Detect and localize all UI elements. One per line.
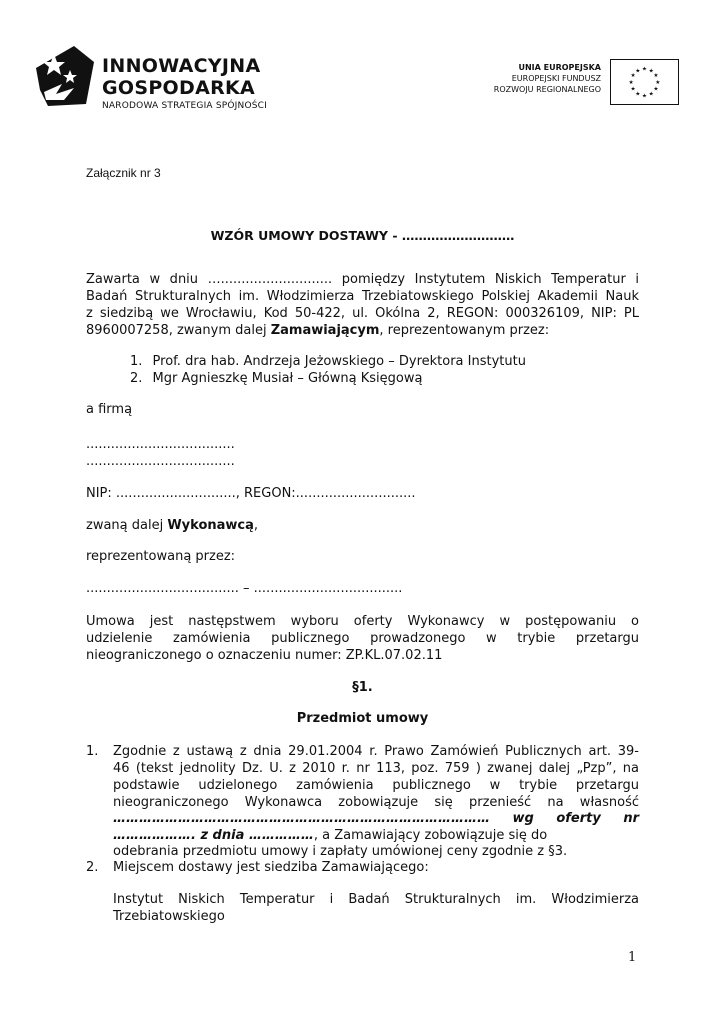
intro-line-4-post: , reprezentowanym przez: [379,323,550,338]
basis-line-1: Umowa jest następstwem wyboru oferty Wykonawcy w postępowaniu o [86,614,639,629]
svg-text:★: ★ [648,68,654,75]
ordering-party-term: Zamawiającym [270,323,380,338]
item-2-line-1: Miejscem dostawy jest siedziba Zamawiającego: [113,860,429,875]
representative-item-1 [130,353,526,370]
item-1-line-5: …………………………………………………………………………… wg oferty nr [113,811,639,826]
ig-logo-line2: GOSPODARKA [102,77,256,99]
company-name-dots-1: .................................... [86,437,235,452]
page-number: 1 [628,950,637,965]
eu-flag-icon [610,59,679,105]
contractor-term: Wykonawcą [167,518,254,533]
intro-line-3: z siedzibą we Wrocławiu, Kod 50-422, ul. Okólna 2, REGON: 000326109, NIP: PL [86,306,639,321]
contractor-called-line [86,517,258,534]
svg-text:★: ★ [630,86,636,93]
intro-line-2: Badań Strukturalnych im. Włodzimierza Trzebiatowskiego Polskiej Akademii Nauk [86,289,639,304]
item-1-line-4: nieograniczonego Wykonawca zobowiązuje się przenieść na własność [113,795,639,810]
ig-logo-subtitle: NARODOWA STRATEGIA SPÓJNOŚCI [102,101,267,111]
representative-text: Mgr Agnieszkę Musiał – Główną Księgową [152,371,423,386]
list-number: 2. [130,371,143,386]
represented-by-label: reprezentowaną przez: [86,549,236,564]
item-1-line-6-post: , a Zamawiający zobowiązuje się do [313,828,548,843]
intro-line-4 [86,322,639,339]
representative-item-2 [130,370,422,387]
innowacyjna-gospodarka-logo [34,40,274,120]
ig-logo-mark-icon [34,40,96,108]
intro-line-4-pre: 8960007258, zwanym dalej [86,323,271,338]
eu-logo-line3: ROZWOJU REGIONALNEGO [493,85,601,94]
eu-logo-line1: UNIA EUROPEJSKA [518,63,601,72]
intro-line-1: Zawarta w dniu …........................... pomiędzy Instytutem Niskich Temperatur i [86,272,639,287]
svg-text:★: ★ [653,86,659,93]
represented-by-dots: ..................................... – .................................... [86,581,403,596]
section-number: §1. [352,680,373,695]
svg-text:★: ★ [635,91,641,98]
section-heading: Przedmiot umowy [296,711,429,726]
nip-regon-line: NIP: ............................., REGON:............................. [86,486,416,501]
eu-logo-text [494,62,601,95]
item-1-line-1: Zgodnie z ustawą z dnia 29.01.2004 r. Prawo Zamówień Publicznych art. 39- [113,744,639,759]
item-1-line-6 [113,827,639,844]
company-label: a firmą [86,402,133,417]
item-1-number: 1. [86,744,99,759]
ig-logo-line1: INNOWACYJNA [102,55,261,77]
svg-text:★: ★ [635,68,641,75]
svg-text:★: ★ [641,93,648,100]
document-title: WZÓR UMOWY DOSTAWY - ……………………… [210,228,515,243]
offer-date-placeholder: ………………. z dnia …………… [113,828,314,843]
basis-line-2: udzielenie zamówienia publicznego prowadzonego w trybie przetargu [86,631,639,646]
representative-text: Prof. dra hab. Andrzeja Jeżowskiego – Dyrektora Instytutu [152,354,526,369]
company-name-dots-2: .................................... [86,454,235,469]
delivery-address-line-1: Instytut Niskich Temperatur i Badań Strukturalnych im. Włodzimierza [113,892,639,907]
item-1-line-2: 46 (tekst jednolity Dz. U. z 2010 r. nr 113, poz. 759 ) zwanej dalej „Pzp”, na [113,761,639,776]
svg-text:★: ★ [648,91,654,98]
item-1-line-3: podstawie udzielonego zamówienia publicznego w trybie przetargu [113,778,639,793]
svg-text:★: ★ [641,66,648,73]
svg-text:★: ★ [655,79,661,86]
list-number: 1. [130,354,143,369]
contractor-called-post: , [253,518,259,533]
eu-logo-line2: EUROPEJSKI FUNDUSZ [511,74,601,83]
item-2-number: 2. [86,860,99,875]
svg-text:★: ★ [628,79,634,86]
item-1-line-7: odebrania przedmiotu umowy i zapłaty umówionej ceny zgodnie z §3. [113,844,568,859]
svg-text:★: ★ [653,73,659,80]
delivery-address-line-2: Trzebiatowskiego [113,909,225,924]
contractor-called-pre: zwaną dalej [86,518,168,533]
annex-label: Załącznik nr 3 [86,166,161,180]
svg-text:★: ★ [630,73,636,80]
basis-line-3: nieograniczonego o oznaczeniu numer: ZP.KL.07.02.11 [86,648,443,663]
